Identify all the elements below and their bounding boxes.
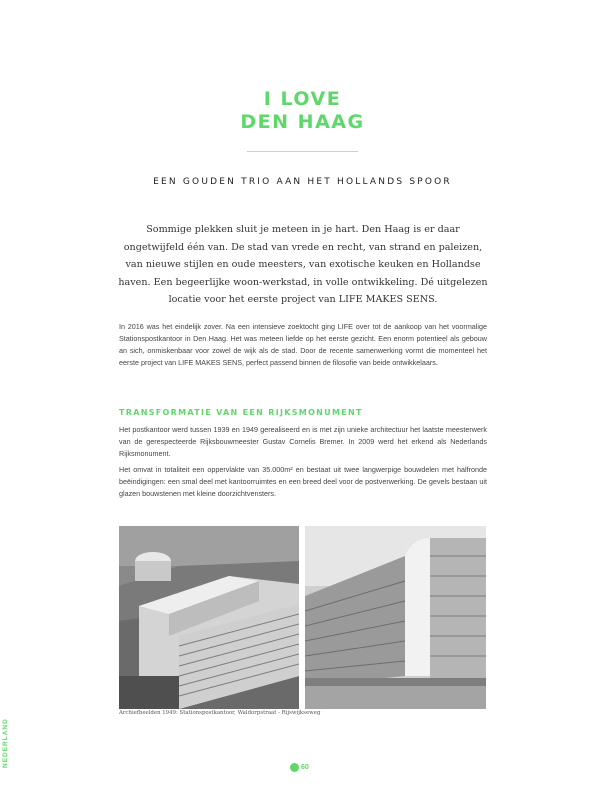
section-side-label: NEDERLAND — [2, 718, 9, 768]
body-paragraph-1: In 2016 was het eindelijk zover. Na een intensieve zoektocht ging LIFE over tot de aankoop van het voormalige Stationspostkantoor in Den Haag. Het was meteen liefde op het eerste gezicht. Een enorm potentieel als gebouw an sich, onmiskenbaar voor zowel de wijk als de stad. Door de recente samenwerking vormt die momenteel het eerste project van LIFE MAKES SENS, perfect passend binnen de filosofie van beide ontwikkelaars. — [119, 322, 487, 367]
photo-caption: Archiefbeelden 1949: Stationspostkantoor, Waldorpstraat - Rijswijkseweg — [119, 710, 321, 716]
section-title: TRANSFORMATIE VAN EEN RIJKSMONUMENT — [119, 408, 363, 417]
page-number-text: 60 — [301, 764, 309, 771]
archive-photo-aerial — [119, 526, 299, 709]
page-dot-icon — [290, 763, 299, 772]
title-line-2: DEN HAAG — [240, 111, 365, 133]
intro-text: Sommige plekken sluit je meteen in je hart. Den Haag is er daar ongetwijfeld één van. De stad van vrede en recht, van strand en paleizen, van nieuwe stijlen en oude meesters, van exotische keuken en Hollandse haven. Een begeerlijke woon-werkstad, in volle ontwikkeling. Dé uitgelezen locatie voor het eerste project van LIFE MAKES SENS. — [118, 224, 488, 306]
section-paragraph-1: Het postkantoor werd tussen 1939 en 1949 gerealiseerd en is met zijn unieke architectuur het laatste meesterwerk van de gerespecteerde Rijksbouwmeester Gustav Cornelis Bremer. In 2009 werd het erkend als Nederlands Rijksmonument. — [119, 425, 487, 458]
section-paragraph-2: Het omvat in totaliteit een oppervlakte van 35.000m² en bestaat uit twee langwerpige bouwdelen met halfronde beëindigingen: een smal deel met kantoorruimtes en een breed deel voor de postverwerking. De gevels bestaan uit glazen bouwstenen met kleine doorzichtvensters. — [119, 465, 487, 498]
title-divider — [247, 151, 358, 152]
page-title — [0, 88, 605, 134]
title-line-1: I LOVE — [263, 88, 342, 110]
subtitle: EEN GOUDEN TRIO AAN HET HOLLANDS SPOOR — [153, 177, 452, 187]
archive-photo-street — [305, 526, 486, 709]
page-number — [290, 763, 309, 772]
